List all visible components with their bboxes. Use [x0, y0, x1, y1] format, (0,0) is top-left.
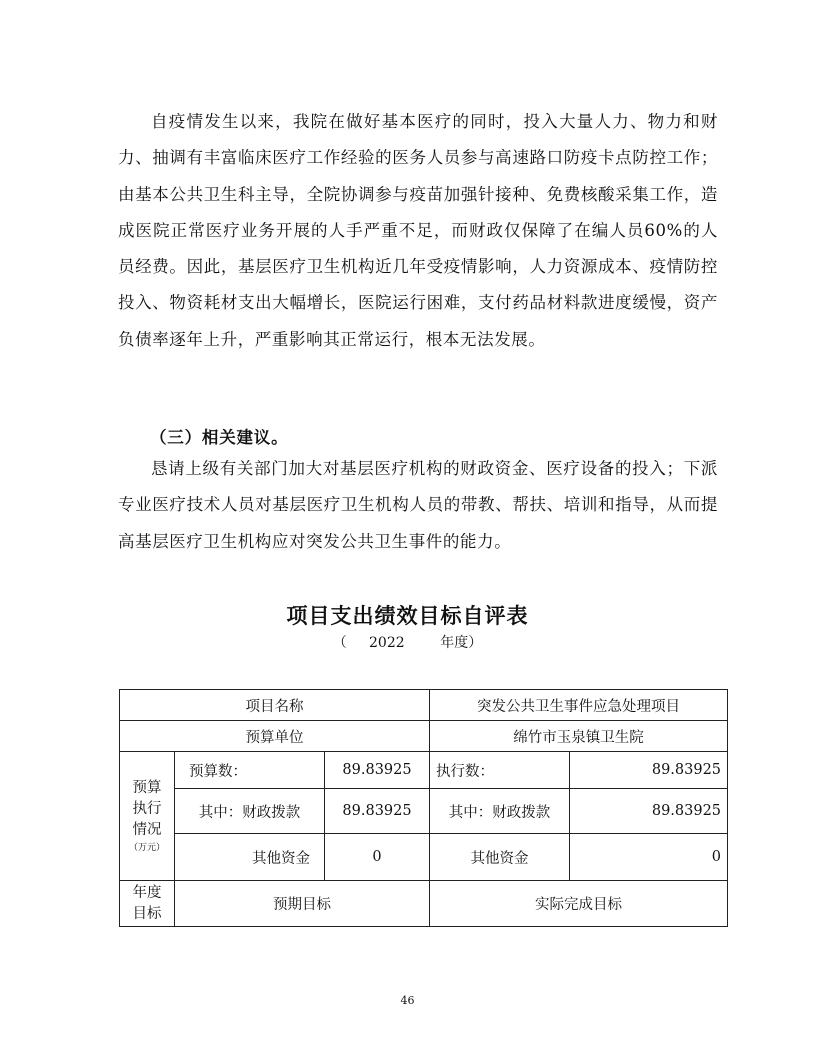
table-row [120, 752, 728, 789]
performance-self-evaluation-table [119, 689, 728, 927]
table-year-line: （ 2022 年度） [332, 635, 483, 651]
other-funds-value-budget: 0 [325, 834, 430, 881]
budget-execution-label-cell [120, 752, 175, 881]
actual-goal-label: 实际完成目标 [430, 881, 728, 927]
fiscal-appropriation-label-executed: 其中：财政拨款 [430, 789, 570, 834]
executed-amount-value: 89.83925 [570, 752, 728, 789]
budget-unit-value: 绵竹市玉泉镇卫生院 [430, 721, 728, 752]
annual-goal-label: 年度目标 [132, 884, 162, 922]
other-funds-value-executed: 0 [570, 834, 728, 881]
fiscal-appropriation-value-executed: 89.83925 [570, 789, 728, 834]
budget-execution-label: 预算执行情况 [132, 779, 162, 838]
table-row [120, 789, 728, 834]
project-name-label: 项目名称 [120, 690, 430, 721]
section-heading-suggestions: （三）相关建议。 [150, 428, 289, 447]
table-row [120, 834, 728, 881]
annual-goal-label-cell [120, 881, 175, 927]
page-number: 46 [400, 994, 415, 1007]
budget-amount-value: 89.83925 [325, 752, 430, 789]
table-row [120, 721, 728, 752]
expected-goal-label: 预期目标 [175, 881, 430, 927]
table-title: 项目支出绩效目标自评表 [286, 604, 529, 628]
project-name-value: 突发公共卫生事件应急处理项目 [430, 690, 728, 721]
budget-unit-label: 预算单位 [120, 721, 430, 752]
table-row [120, 881, 728, 927]
fiscal-appropriation-value-budget: 89.83925 [325, 789, 430, 834]
executed-amount-label: 执行数： [430, 752, 570, 789]
other-funds-label-executed: 其他资金 [430, 834, 570, 881]
body-paragraph-1: 自疫情发生以来，我院在做好基本医疗的同时，投入大量人力、物力和财力、抽调有丰富临床医疗工作经验的医务人员参与高速路口防疫卡点防控工作；由基本公共卫生科主导，全院协调参与疫苗加强针接种、免费核酸采集工作，造成医院正常医疗业务开展的人手严重不足，而财政仅保障了在编人员60%的人员经费。因此，基层医疗卫生机构近几年受疫情影响，人力资源成本、疫情防控投入、物资耗材支出大幅增长，医院运行困难，支付药品材料款进度缓慢，资产负债率逐年上升，严重影响其正常运行，根本无法发展。 [118, 112, 718, 349]
budget-amount-label: 预算数： [175, 752, 325, 789]
budget-execution-unit: （万元） [128, 842, 165, 853]
fiscal-appropriation-label-budget: 其中：财政拨款 [175, 789, 325, 834]
body-paragraph-2: 恳请上级有关部门加大对基层医疗机构的财政资金、医疗设备的投入；下派专业医疗技术人员对基层医疗卫生机构人员的带教、帮扶、培训和指导，从而提高基层医疗卫生机构应对突发公共卫生事件的能力。 [118, 459, 718, 551]
other-funds-label-budget: 其他资金 [175, 834, 325, 881]
table-row [120, 690, 728, 721]
